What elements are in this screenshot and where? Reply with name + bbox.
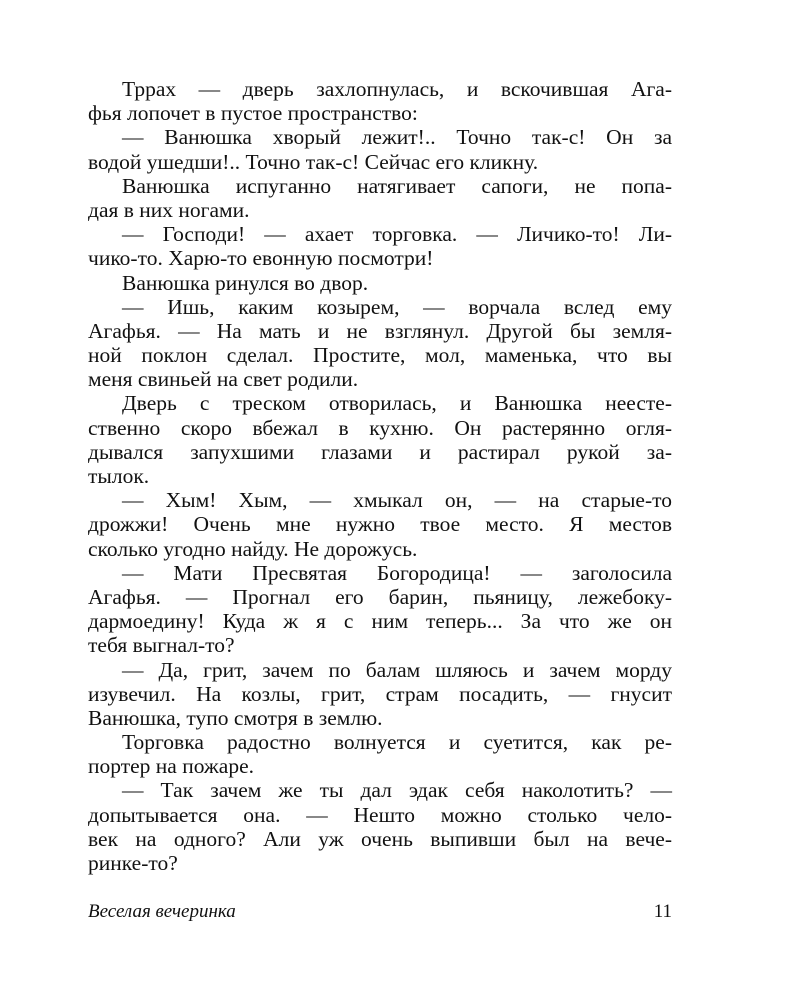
text-line: — Так зачем же ты дал эдак себя наколотить? —	[122, 778, 672, 803]
text-line: сколько угодно найду. Не дорожусь.	[88, 536, 418, 561]
body-text	[88, 77, 672, 875]
running-footer-title: Веселая вечеринка	[88, 901, 236, 922]
text-line: дывался запухшими глазами и растирал рукой за-	[88, 439, 672, 464]
text-line: допытывается она. — Нешто можно столько чело-	[88, 802, 672, 827]
text-line: — Мати Пресвятая Богородица! — заголосила	[122, 560, 672, 585]
text-line: ринке-то?	[88, 851, 178, 875]
text-line: — Ишь, каким козырем, — ворчала вслед ему	[122, 294, 672, 319]
text-line: дармоедину! Куда ж я с ним теперь... За что же он	[88, 609, 672, 634]
text-line: дая в них ногами.	[88, 197, 250, 222]
text-line: меня свиньей на свет родили.	[88, 367, 359, 392]
text-line: Ванюшка ринулся во двор.	[122, 270, 369, 295]
text-line: ной поклон сделал. Простите, мол, маменька, что вы	[88, 343, 672, 368]
text-line: — Ванюшка хворый лежит!.. Точно так-с! Он за	[122, 125, 672, 150]
text-line: Тррах — дверь захлопнулась, и вскочившая Ага-	[122, 77, 672, 101]
text-line: Агафья. — На мать и не взглянул. Другой бы земля-	[88, 318, 672, 343]
text-line: Агафья. — Прогнал его барин, пьяницу, лежебоку-	[88, 584, 672, 609]
text-line: Ванюшка, тупо смотря в землю.	[88, 705, 383, 730]
text-line: век на одного? Али уж очень выпивши был на вече-	[88, 826, 672, 851]
text-line: чико-то. Харю-то евонную посмотри!	[88, 246, 434, 271]
text-line: тебя выгнал-то?	[88, 633, 235, 658]
text-line: Торговка радостно волнуется и суетится, как ре-	[122, 730, 672, 755]
page-number: 11	[653, 901, 672, 922]
text-line: фья лопочет в пустое пространство:	[88, 101, 418, 126]
text-line: портер на пожаре.	[88, 754, 254, 779]
text-line: тылок.	[88, 464, 150, 488]
text-line: Дверь с треском отворилась, и Ванюшка неесте-	[122, 391, 672, 416]
text-line: — Хым! Хым, — хмыкал он, — на старые-то	[122, 488, 672, 513]
text-line: водой ушедши!.. Точно так-с! Сейчас его кликну.	[88, 149, 539, 174]
text-line: Ванюшка испуганно натягивает сапоги, не попа-	[122, 173, 672, 198]
text-line: дрожжи! Очень мне нужно твое место. Я местов	[88, 512, 672, 537]
text-line: — Господи! — ахает торговка. — Личико-то! Ли-	[122, 222, 672, 247]
text-line: — Да, грит, зачем по балам шляюсь и зачем морду	[122, 657, 672, 682]
text-line: ственно скоро вбежал в кухню. Он растерянно огля-	[88, 415, 672, 440]
text-line: изувечил. На козлы, грит, страм посадить, — гнусит	[88, 681, 672, 706]
